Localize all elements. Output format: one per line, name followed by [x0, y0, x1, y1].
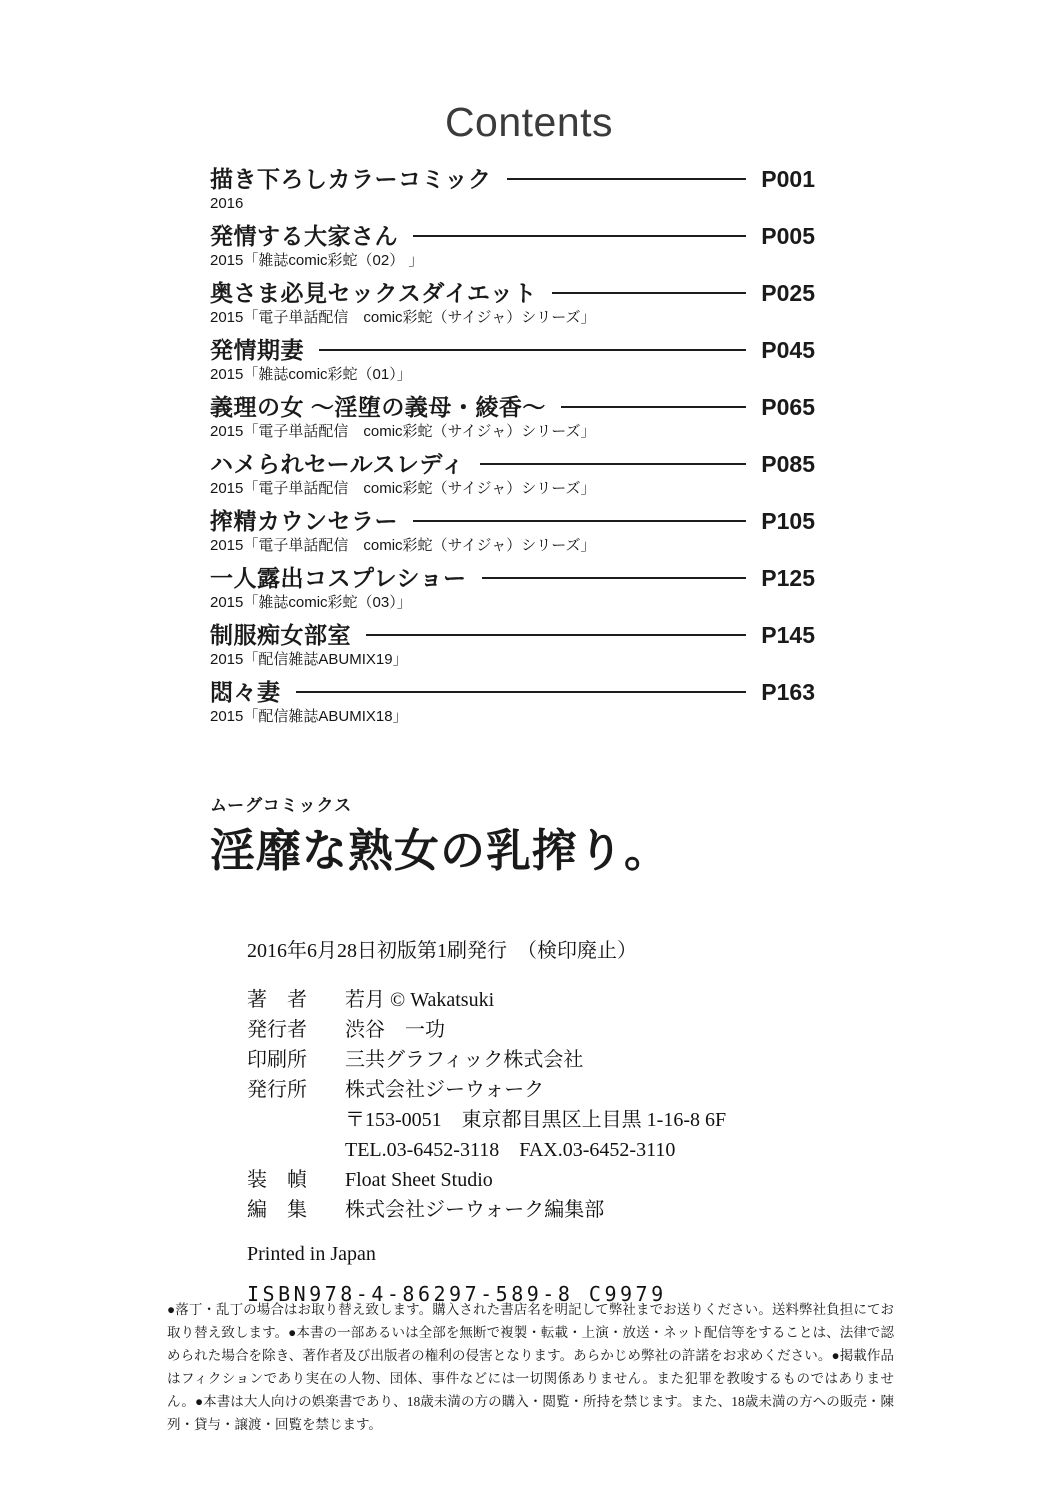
- colophon: [247, 936, 887, 1309]
- colophon-value: 〒153-0051 東京都目黒区上目黒 1-16-8 6F: [345, 1109, 727, 1131]
- toc-entry-main: [210, 621, 815, 649]
- toc-entry: [210, 222, 815, 270]
- contents-heading: Contents: [444, 99, 614, 145]
- isbn-line: ISBN978-4-86297-589-8 C9979: [247, 1282, 667, 1306]
- toc-page-number: P125: [761, 565, 815, 591]
- colophon-label: 編 集: [247, 1199, 307, 1221]
- book-title-block: [210, 791, 670, 877]
- toc-entry-subtitle: 2015「配信雑誌ABUMIX18」: [210, 708, 408, 725]
- toc-page-number: P025: [761, 280, 815, 306]
- toc-entry-main: [210, 450, 815, 478]
- toc-entry-main: [210, 222, 815, 250]
- colophon-row: [247, 1135, 887, 1165]
- toc-entry: [210, 621, 815, 669]
- toc-entry-subtitle: 2015「配信雑誌ABUMIX19」: [210, 651, 408, 668]
- imprint-label: ムーグコミックス: [210, 796, 353, 815]
- toc-page-number: P045: [761, 337, 815, 363]
- toc-entry: [210, 450, 815, 498]
- toc-entry-main: [210, 165, 815, 193]
- toc-entry-subtitle: 2015「電子単話配信 comic彩蛇（サイジャ）シリーズ」: [210, 537, 596, 554]
- toc-page-number: P145: [761, 622, 815, 648]
- toc-entry-title: 搾精カウンセラー: [210, 508, 398, 534]
- toc-entry-title: 悶々妻: [210, 679, 281, 705]
- colophon-value: 三共グラフィック株式会社: [345, 1049, 584, 1071]
- toc-page-number: P105: [761, 508, 815, 534]
- colophon-label: [247, 1105, 319, 1135]
- toc-entry: [210, 336, 815, 384]
- toc-entry-title: 制服痴女部室: [210, 622, 351, 648]
- toc-leader-line: [480, 463, 747, 465]
- toc-page-number: P163: [761, 679, 815, 705]
- toc-leader-line: [482, 577, 747, 579]
- toc-leader-line: [561, 406, 746, 408]
- colophon-row: [247, 1195, 887, 1225]
- colophon-value: TEL.03-6452-3118 FAX.03-6452-3110: [345, 1139, 676, 1161]
- book-title: 淫靡な熟女の乳搾り。: [210, 825, 671, 876]
- toc-entry-main: [210, 678, 815, 706]
- edition-line: 2016年6月28日初版第1刷発行 （検印廃止）: [247, 940, 637, 962]
- colophon-label: 印刷所: [247, 1049, 307, 1071]
- toc-entry: [210, 564, 815, 612]
- toc-entry-title: 発情期妻: [210, 337, 304, 363]
- toc-entry-main: [210, 393, 815, 421]
- toc-entry-subtitle: 2015「雑誌comic彩蛇（02） 」: [210, 252, 424, 269]
- toc-entry: [210, 279, 815, 327]
- colophon-row: [247, 1075, 887, 1105]
- colophon-label: 著 者: [247, 989, 307, 1011]
- toc-page-number: P001: [761, 166, 815, 192]
- colophon-value: 株式会社ジーウォーク編集部: [345, 1199, 605, 1221]
- toc-entry: [210, 678, 815, 726]
- colophon-label: 装 幀: [247, 1169, 307, 1191]
- colophon-label: 発行所: [247, 1079, 307, 1101]
- toc-leader-line: [413, 520, 746, 522]
- toc-entry-main: [210, 336, 815, 364]
- toc-entry-title: 奥さま必見セックスダイエット: [210, 280, 537, 306]
- toc-list: [210, 165, 815, 735]
- toc-entry-subtitle: 2015「電子単話配信 comic彩蛇（サイジャ）シリーズ」: [210, 480, 596, 497]
- toc-entry-title: 義理の女 ～淫堕の義母・綾香～: [210, 394, 546, 420]
- toc-entry-subtitle: 2015「電子単話配信 comic彩蛇（サイジャ）シリーズ」: [210, 309, 596, 326]
- toc-entry-title: ハメられセールスレディ: [210, 451, 465, 477]
- toc-entry: [210, 507, 815, 555]
- toc-leader-line: [296, 691, 747, 693]
- toc-entry-subtitle: 2016: [210, 195, 244, 212]
- colophon-row: [247, 985, 887, 1015]
- colophon-value: 渋谷 一功: [345, 1019, 445, 1041]
- colophon-row: [247, 1105, 887, 1135]
- toc-leader-line: [413, 235, 746, 237]
- legal-notice: ●落丁・乱丁の場合はお取り替え致します。購入された書店名を明記して弊社までお送りください。送料弊社負担にてお取り替え致します。●本書の一部あるいは全部を無断で複製・転載・上演・放送・ネット配信等をすることは、法律で認められた場合を除き、著作者及び出版者の権利の侵害となります。あらかじめ弊社の許諾をお求めください。●掲載作品はフィクションであり実在の人物、団体、事件などには一切関係ありません。また犯罪を教唆するものではありません。●本書は大人向けの娯楽書であり、18歳未満の方の購入・閲覧・所持を禁じます。また、18歳未満の方への販売・陳列・貸与・譲渡・回覧を禁じます。: [167, 1302, 894, 1432]
- toc-entry-title: 描き下ろしカラーコミック: [210, 166, 492, 192]
- colophon-row: [247, 1015, 887, 1045]
- toc-entry-subtitle: 2015「電子単話配信 comic彩蛇（サイジャ）シリーズ」: [210, 423, 596, 440]
- toc-entry: [210, 165, 815, 213]
- toc-page-number: P065: [761, 394, 815, 420]
- toc-page-number: P085: [761, 451, 815, 477]
- toc-entry-subtitle: 2015「雑誌comic彩蛇（01）」: [210, 366, 412, 383]
- toc-entry-main: [210, 507, 815, 535]
- toc-leader-line: [507, 178, 747, 180]
- colophon-label: 発行者: [247, 1019, 307, 1041]
- toc-entry-title: 発情する大家さん: [210, 223, 398, 249]
- colophon-row: [247, 1165, 887, 1195]
- colophon-value: Float Sheet Studio: [345, 1169, 493, 1191]
- toc-leader-line: [319, 349, 746, 351]
- toc-entry-main: [210, 279, 815, 307]
- colophon-value: 若月 © Wakatsuki: [345, 989, 495, 1011]
- toc-page-number: P005: [761, 223, 815, 249]
- toc-entry-main: [210, 564, 815, 592]
- printed-in-japan: Printed in Japan: [247, 1243, 376, 1265]
- colophon-value: 株式会社ジーウォーク: [345, 1079, 545, 1101]
- toc-leader-line: [552, 292, 746, 294]
- toc-entry-subtitle: 2015「雑誌comic彩蛇（03）」: [210, 594, 412, 611]
- toc-entry-title: 一人露出コスプレショー: [210, 565, 467, 591]
- colophon-row: [247, 1045, 887, 1075]
- toc-entry: [210, 393, 815, 441]
- colophon-label: [247, 1135, 319, 1165]
- toc-leader-line: [366, 634, 746, 636]
